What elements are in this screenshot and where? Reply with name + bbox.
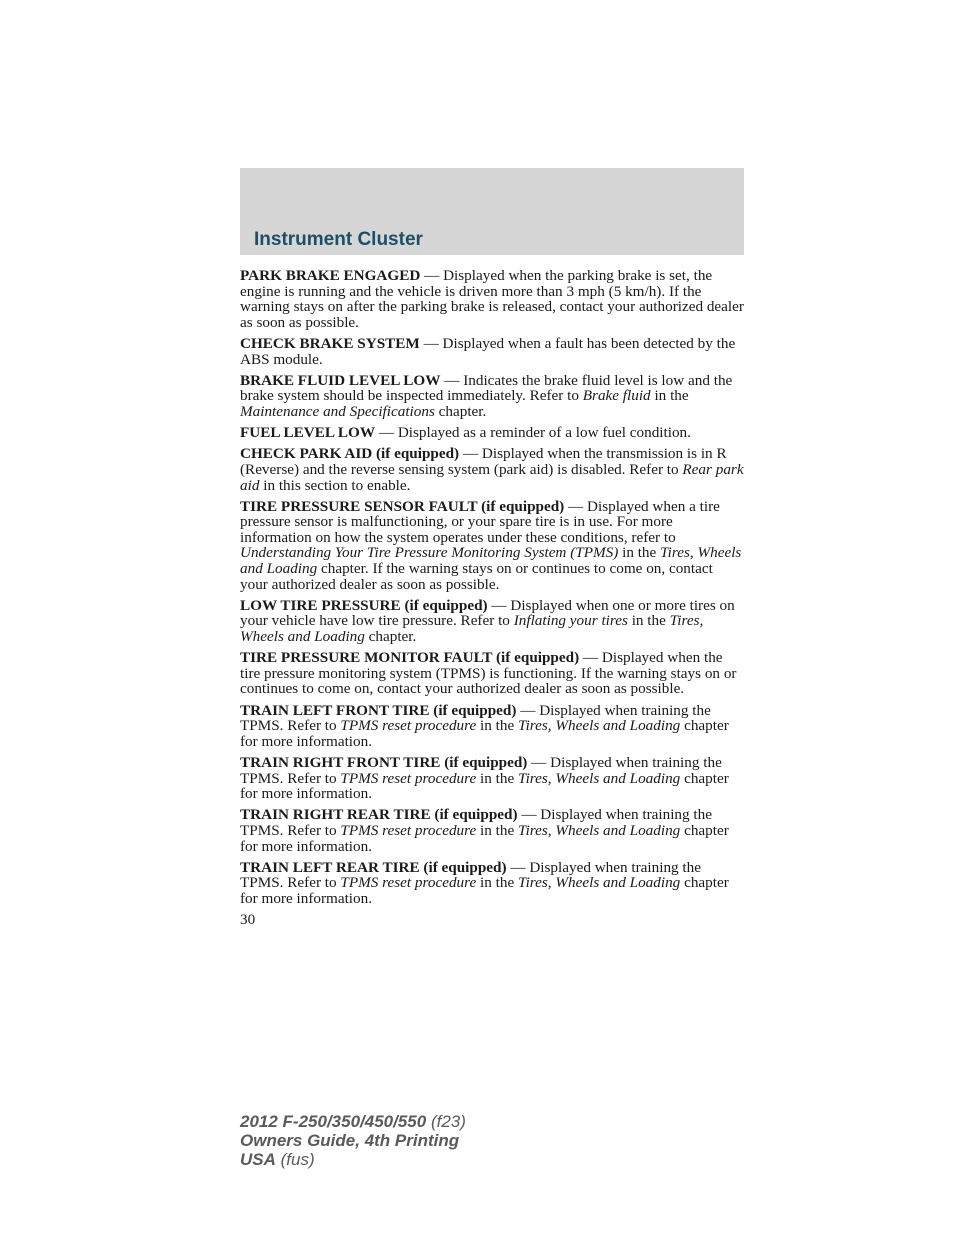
body-text-run: in the	[476, 821, 518, 839]
body-text-run: chapter.	[434, 402, 487, 420]
warning-heading: TRAIN RIGHT REAR TIRE (if equipped)	[240, 806, 518, 824]
reference-text: Tires, Wheels and Loading	[517, 874, 681, 892]
body-text-run: — Displayed when training the TPMS. Refer to	[240, 753, 722, 787]
warning-paragraph	[240, 703, 744, 750]
warning-paragraph	[240, 446, 744, 493]
body-text-run: — Displayed when training the TPMS. Refer to	[240, 701, 711, 735]
paragraph-list	[240, 268, 744, 907]
reference-text: Tires, Wheels and Loading	[517, 769, 681, 787]
warning-paragraph	[240, 336, 744, 367]
reference-text: TPMS reset procedure	[340, 717, 477, 735]
body-text-run: — Displayed when a tire pressure sensor is malfunctioning, or your spare tire is in use. For more information on how the system operates under these conditions, refer to	[240, 497, 720, 546]
footer-model: 2012 F-250/350/450/550	[240, 1112, 427, 1131]
body-text	[240, 268, 744, 928]
body-text-run: in the	[627, 612, 670, 630]
warning-paragraph	[240, 373, 744, 420]
warning-paragraph	[240, 268, 744, 330]
warning-heading: PARK BRAKE ENGAGED	[240, 267, 421, 284]
body-text-run: chapter.	[364, 628, 417, 646]
body-text-run: — Displayed when training the TPMS. Refer to	[240, 858, 701, 892]
warning-paragraph	[240, 755, 744, 802]
body-text-run: chapter. If the warning stays on or continues to come on, contact your authorized dealer as soon as possible.	[240, 560, 713, 593]
body-text-run: chapter for more information.	[240, 874, 729, 907]
warning-paragraph	[240, 598, 744, 645]
footer-region-code: (fus)	[275, 1150, 315, 1169]
warning-heading: TRAIN RIGHT FRONT TIRE (if equipped)	[240, 753, 528, 771]
warning-heading: TIRE PRESSURE MONITOR FAULT (if equipped)	[240, 649, 580, 667]
body-text-run: chapter for more information.	[240, 717, 729, 750]
warning-paragraph	[240, 425, 744, 441]
warning-paragraph	[240, 499, 744, 593]
reference-text: TPMS reset procedure	[340, 874, 477, 892]
footer-line-3	[240, 1150, 466, 1169]
body-text-run: in the	[618, 544, 661, 562]
footer-line-1	[240, 1112, 466, 1131]
footer-region: USA	[240, 1150, 276, 1169]
reference-text: TPMS reset procedure	[340, 769, 477, 787]
reference-text: Rear park aid	[240, 460, 744, 494]
page-number: 30	[240, 911, 256, 929]
warning-heading: TIRE PRESSURE SENSOR FAULT (if equipped)	[240, 497, 565, 515]
warning-heading: TRAIN LEFT FRONT TIRE (if equipped)	[240, 701, 517, 719]
body-text-run: — Indicates the brake fluid level is low and the brake system should be inspected immediately. Refer to	[240, 371, 733, 405]
reference-text: Tires, Wheels and Loading	[517, 717, 681, 735]
reference-text: Inflating your tires	[513, 612, 628, 630]
warning-paragraph	[240, 650, 744, 697]
body-text-run: — Displayed as a reminder of a low fuel condition.	[375, 424, 691, 442]
body-text-run: chapter for more information.	[240, 769, 729, 803]
body-text-run: — Displayed when the parking brake is set, the engine is running and the vehicle is driven more than 3 mph (5 km/h). If the warning stays on after the parking brake is released, contact your authorized dealer as soon as possible.	[240, 267, 744, 331]
footer-guide: Owners Guide, 4th Printing	[240, 1131, 460, 1150]
body-text-run: — Displayed when the tire pressure monitoring system (TPMS) is functioning. If the warning stays on or continues to come on, contact your authorized dealer as soon as possible.	[240, 649, 737, 698]
reference-text: Understanding Your Tire Pressure Monitoring System (TPMS)	[240, 544, 619, 562]
document-footer	[240, 1112, 466, 1169]
section-title: Instrument Cluster	[254, 229, 423, 250]
reference-text: Tires, Wheels and Loading	[240, 544, 742, 578]
body-text-run: in the	[650, 387, 689, 405]
reference-text: Maintenance and Specifications	[240, 402, 435, 420]
reference-text: Tires, Wheels and Loading	[517, 821, 681, 839]
reference-text: Brake fluid	[582, 387, 651, 405]
warning-heading: BRAKE FLUID LEVEL LOW	[240, 371, 441, 389]
warning-paragraph	[240, 807, 744, 854]
body-text-run: in the	[476, 717, 518, 735]
body-text-run: — Displayed when one or more tires on your vehicle have low tire pressure. Refer to	[240, 596, 735, 630]
reference-text: Tires, Wheels and Loading	[240, 612, 704, 646]
warning-heading: TRAIN LEFT REAR TIRE (if equipped)	[240, 858, 507, 876]
section-header-band	[240, 168, 744, 255]
body-text-run: chapter for more information.	[240, 821, 729, 855]
body-text-run: — Displayed when a fault has been detected by the ABS module.	[240, 334, 736, 368]
footer-model-code: (f23)	[426, 1112, 466, 1131]
body-text-run: in the	[476, 769, 518, 787]
body-text-run: in the	[476, 874, 518, 892]
warning-paragraph	[240, 860, 744, 907]
warning-heading: CHECK BRAKE SYSTEM	[240, 334, 420, 352]
body-text-run: in this section to enable.	[259, 476, 411, 494]
body-text-run: — Displayed when training the TPMS. Refer to	[240, 806, 712, 839]
body-text-run: — Displayed when the transmission is in R (Reverse) and the reverse sensing system (park aid) is disabled. Refer to	[240, 445, 727, 478]
reference-text: TPMS reset procedure	[340, 821, 477, 839]
warning-heading: FUEL LEVEL LOW	[240, 424, 376, 442]
warning-heading: LOW TIRE PRESSURE (if equipped)	[240, 596, 488, 614]
warning-heading: CHECK PARK AID (if equipped)	[240, 445, 460, 463]
